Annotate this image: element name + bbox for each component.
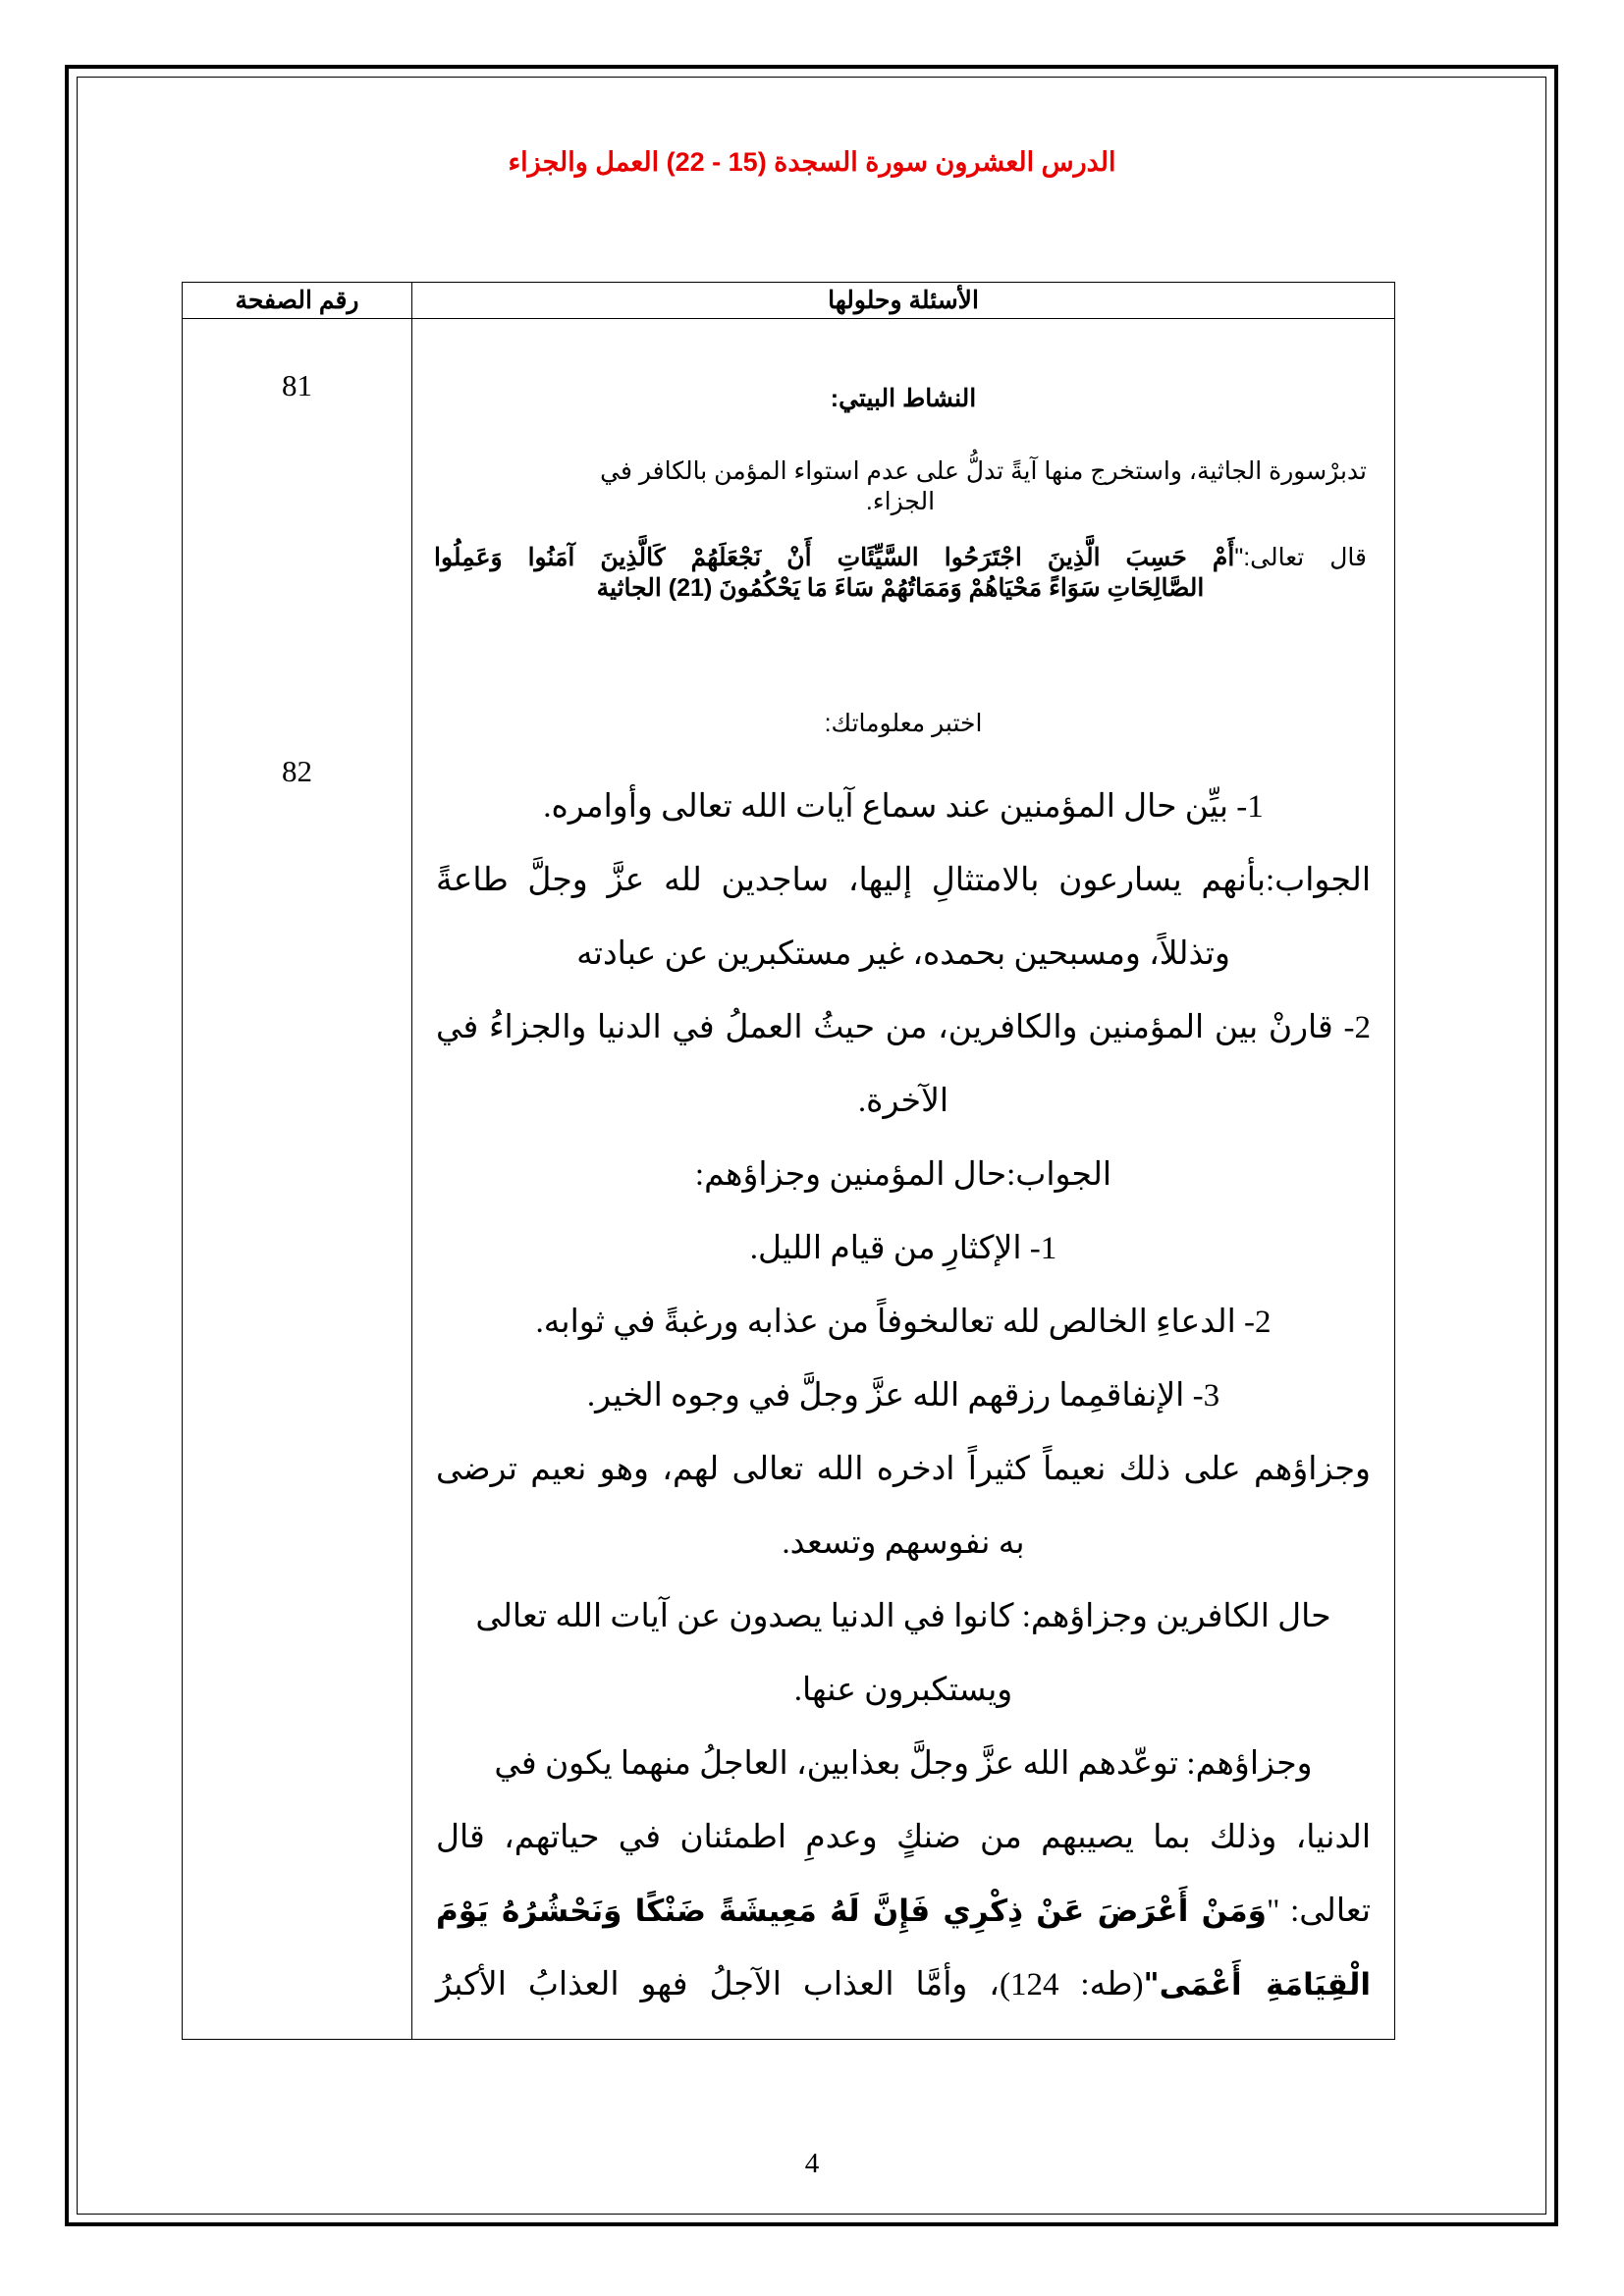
- lesson-title: الدرس العشرون سورة السجدة (15 - 22) العمل والجزاء: [508, 147, 1116, 177]
- answer-line: الجواب:حال المؤمنين وجزاؤهم:: [694, 1157, 1112, 1193]
- page-number-82: 82: [282, 754, 312, 788]
- test-title: اختبر معلوماتك:: [824, 710, 983, 737]
- page-number-cell: [183, 319, 412, 2040]
- answer-line: 2- الدعاءِ الخالص لله تعالىخوفاً من عذابه ورغبةً في ثوابه.: [535, 1305, 1272, 1340]
- table-row: [183, 319, 1395, 2040]
- answer-line: الآخرة.: [857, 1084, 949, 1119]
- answer-line: 2- قارنْ بين المؤمنين والكافرين، من حيثُ العملُ في الدنيا والجزاءُ في: [436, 1010, 1371, 1045]
- home-activity-title: النشاط البيتي:: [830, 385, 977, 412]
- activity-instruction: [434, 456, 1367, 517]
- answer-line-quote-2: [436, 1949, 1371, 2022]
- quote-reference: (طه: 124)، وأمَّا العذاب الآجلُ فهو العذابُ الأكبرُ: [436, 1967, 1144, 2002]
- answer-line: وجزاؤهم: توعّدهم الله عزَّ وجلَّ بعذابين، العاجلُ منهما يكون في: [494, 1746, 1313, 1782]
- verse-intro: قال تعالى:": [1234, 544, 1368, 571]
- test-answers: [436, 771, 1371, 2022]
- page-number-81: 81: [282, 368, 312, 402]
- questions-cell: [412, 319, 1395, 2040]
- footer-page-number: 4: [804, 2148, 820, 2179]
- quran-quote-end: الْقِيَامَةِ أَعْمَى": [1143, 1967, 1371, 2002]
- header-page-number: رقم الصفحة: [183, 283, 412, 319]
- table-header-row: [183, 283, 1395, 319]
- verse-line-1: أَمْ حَسِبَ الَّذِينَ اجْتَرَحُوا السَّيِّئَاتِ أَنْ نَجْعَلَهُمْ كَالَّذِينَ آمَنُوا وَعَمِلُوا: [434, 544, 1235, 571]
- answer-line: 1- بيِّن حال المؤمنين عند سماع آيات الله تعالى وأوامره.: [543, 789, 1264, 825]
- quote-intro: تعالى: ": [1266, 1894, 1372, 1929]
- quran-quote: وَمَنْ أَعْرَضَ عَنْ ذِكْرِي فَإِنَّ لَهُ مَعِيشَةً ضَنْكًا وَنَحْشُرُهُ يَوْمَ: [436, 1894, 1267, 1929]
- answer-line: به نفوسهم وتسعد.: [782, 1525, 1025, 1561]
- verse-block: [434, 543, 1367, 604]
- answer-line: 3- الإنفاقمِما رزقهم الله عزَّ وجلَّ في وجوه الخير.: [586, 1378, 1220, 1414]
- answer-line: ويستكبرون عنها.: [793, 1673, 1013, 1708]
- answer-line: وتذللاً، ومسبحين بحمده، غير مستكبرين عن عبادته: [576, 936, 1230, 972]
- verse-line-2: الصَّالِحَاتِ سَوَاءً مَحْيَاهُمْ وَمَمَاتُهُمْ سَاءَ مَا يَحْكُمُونَ (21) الجاثية: [596, 574, 1205, 602]
- answer-line-quote-1: [436, 1875, 1371, 1949]
- answer-line: الدنيا، وذلك بما يصيبهم من ضنكٍ وعدمِ اطمئنان في حياتهم، قال: [436, 1820, 1371, 1855]
- answer-line: حال الكافرين وجزاؤهم: كانوا في الدنيا يصدون عن آيات الله تعالى: [475, 1599, 1331, 1634]
- instruction-line-2: الجزاء.: [865, 488, 936, 515]
- answer-line: الجواب:بأنهم يسارعون بالامتثالِ إليها، ساجدين لله عزَّ وجلَّ طاعةً: [436, 863, 1371, 898]
- questions-table: [182, 282, 1395, 2040]
- answer-line: 1- الإكثارِ من قيام الليل.: [749, 1231, 1057, 1266]
- answer-line: وجزاؤهم على ذلك نعيماً كثيراً ادخره الله تعالى لهم، وهو نعيم ترضى: [436, 1452, 1371, 1487]
- instruction-line-1: تدبرْسورة الجاثية، واستخرج منها آيةً تدلُّ على عدم استواء المؤمن بالكافر في: [600, 457, 1367, 485]
- header-questions: الأسئلة وحلولها: [412, 283, 1395, 319]
